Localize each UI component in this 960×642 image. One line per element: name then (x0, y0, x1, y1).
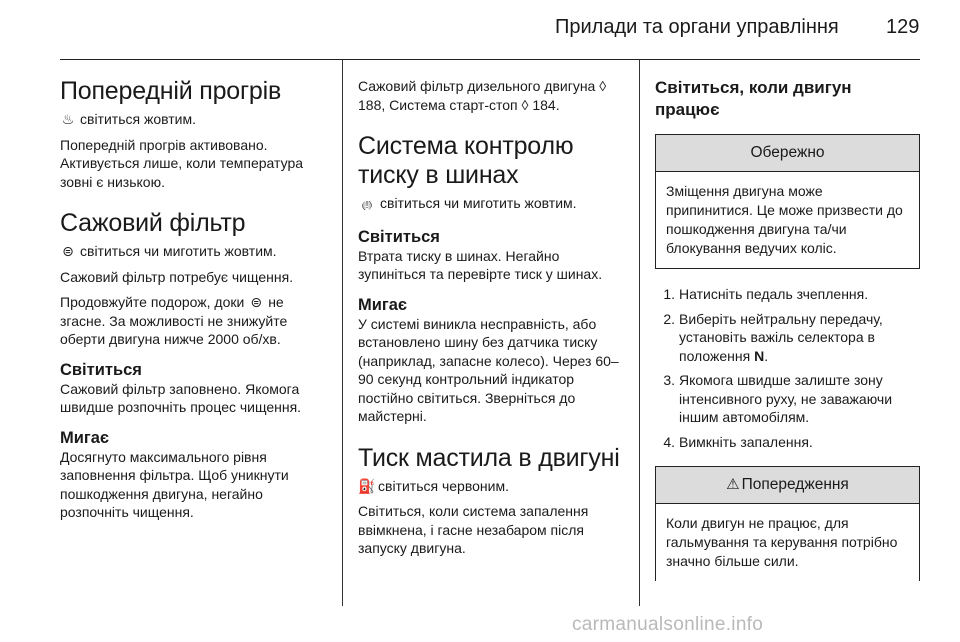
tire-pressure-icon: ⦇!⦈ (361, 200, 373, 211)
step-number: 2. (663, 310, 675, 327)
warning-title: Попередження (741, 476, 849, 493)
column-1 (60, 77, 332, 529)
page-number: 129 (886, 16, 920, 38)
column-divider-2 (639, 60, 640, 606)
selector-position-n: N (754, 347, 765, 364)
oil-pressure-text: Світиться, коли система запалення ввімкнена, і гасне незабаром після запуску двигуна. (358, 503, 589, 556)
tpms-title: Система контролю тиску в шинах (358, 132, 574, 189)
steps-list (655, 285, 920, 451)
step-text: Виберіть нейтральну передачу, установіть важіль селектора в положення (679, 310, 883, 364)
oil-pressure-status-text: світиться червоним. (378, 477, 509, 494)
reference-page-a[interactable]: 188 (358, 96, 382, 113)
reference-arrow-icon: ◊ (521, 96, 529, 113)
caution-text: Зміщення двигуна може припинитися. Це може призвести до пошкодження двигуна та/чи блокування ведучих коліс. (666, 183, 903, 256)
warning-triangle-icon: ⚠ (726, 476, 740, 493)
step-3 (655, 371, 920, 427)
reference-page-b[interactable]: 184. (532, 96, 560, 113)
soot-filter-lit-text: Сажовий фільтр заповнено. Якомога швидше розпочніть процес чищення. (60, 380, 302, 415)
soot-filter-lit-heading: Світиться (60, 360, 142, 379)
watermark-text: carmanualsonline.info (572, 614, 764, 635)
soot-filter-icon: ⊜ (62, 243, 74, 259)
tpms-lit-heading: Світиться (358, 227, 440, 246)
oil-pressure-status (358, 477, 626, 496)
soot-filter-status-text: світиться чи миготить жовтим. (80, 243, 277, 259)
reference-text-b: , Система старт-стоп (381, 96, 518, 113)
column-2 (358, 77, 626, 565)
preheat-status (60, 110, 332, 129)
warning-text: Коли двигун не працює, для гальмування та керування потрібно значно більше сили. (666, 515, 898, 569)
soot-filter-status (60, 242, 332, 261)
tpms-lit-text: Втрата тиску в шинах. Негайно зупиніться та перевірте тиск у шинах. (358, 247, 603, 282)
soot-filter-text2-b: не згасне. За можливості не знижуйте оберти двигуна нижче 2000 об/хв. (60, 294, 288, 347)
tpms-blink-text: У системі виникла несправність, або встановлено шину без датчика тиску (наприклад, запасне колесо). Через 60–90 секунд контрольний індикатор постійно світиться. Зверніться до майстерні. (358, 315, 619, 424)
reference-text-a: Сажовий фільтр дизельного двигуна (358, 78, 596, 94)
column-divider-1 (342, 60, 343, 606)
soot-filter-icon-inline: ⊜ (250, 294, 263, 310)
reference-arrow-icon: ◊ (599, 78, 607, 94)
step-number: 3. (663, 372, 675, 388)
soot-filter-text2 (60, 293, 332, 349)
step-number: 1. (663, 286, 675, 302)
engine-running-heading: Світиться, коли двигун працює (655, 78, 852, 119)
step-1 (655, 285, 920, 304)
preheat-status-text: світиться жовтим. (80, 111, 196, 127)
preheat-text: Попередній прогрів активовано. Активується лише, коли температура зовні є низькою. (60, 136, 304, 190)
step-text: Натисніть педаль зчеплення. (679, 286, 869, 302)
soot-filter-title: Сажовий фільтр (60, 209, 246, 237)
header-rule (60, 59, 920, 60)
warning-header (656, 467, 919, 504)
soot-filter-text2-a: Продовжуйте подорож, доки (60, 294, 245, 310)
step-text: Якомога швидше залиште зону інтенсивного руху, не заважаючи іншим автомобілям. (679, 372, 893, 425)
step-2 (655, 310, 920, 366)
oil-pressure-title: Тиск мастила в двигуні (358, 443, 620, 472)
caution-title: Обережно (656, 135, 919, 172)
preheat-coil-icon: ♨ (61, 111, 75, 127)
column-3 (655, 77, 920, 581)
step-4 (655, 433, 920, 452)
oil-can-icon: ⛽ (358, 477, 376, 494)
step-text: Вимкніть запалення. (679, 433, 813, 450)
tpms-blink-heading: Мигає (358, 295, 408, 314)
soot-filter-text1: Сажовий фільтр потребує чищення. (60, 268, 294, 285)
soot-filter-blink-text: Досягнуто максимального рівня заповнення фільтра. Щоб уникнути пошкодження двигуна, негайно розпочніть чищення. (60, 448, 289, 520)
header-title: Прилади та органи управління (555, 16, 839, 38)
tpms-status (358, 194, 626, 216)
soot-filter-blink-heading: Мигає (60, 428, 110, 447)
tpms-status-text: світиться чи миготить жовтим. (380, 195, 577, 211)
step-text-end: . (764, 347, 769, 364)
warning-box (655, 466, 920, 581)
soot-filter-reference (358, 77, 626, 114)
preheat-title: Попередній прогрів (60, 77, 282, 105)
caution-box (655, 134, 920, 269)
step-number: 4. (663, 433, 675, 450)
